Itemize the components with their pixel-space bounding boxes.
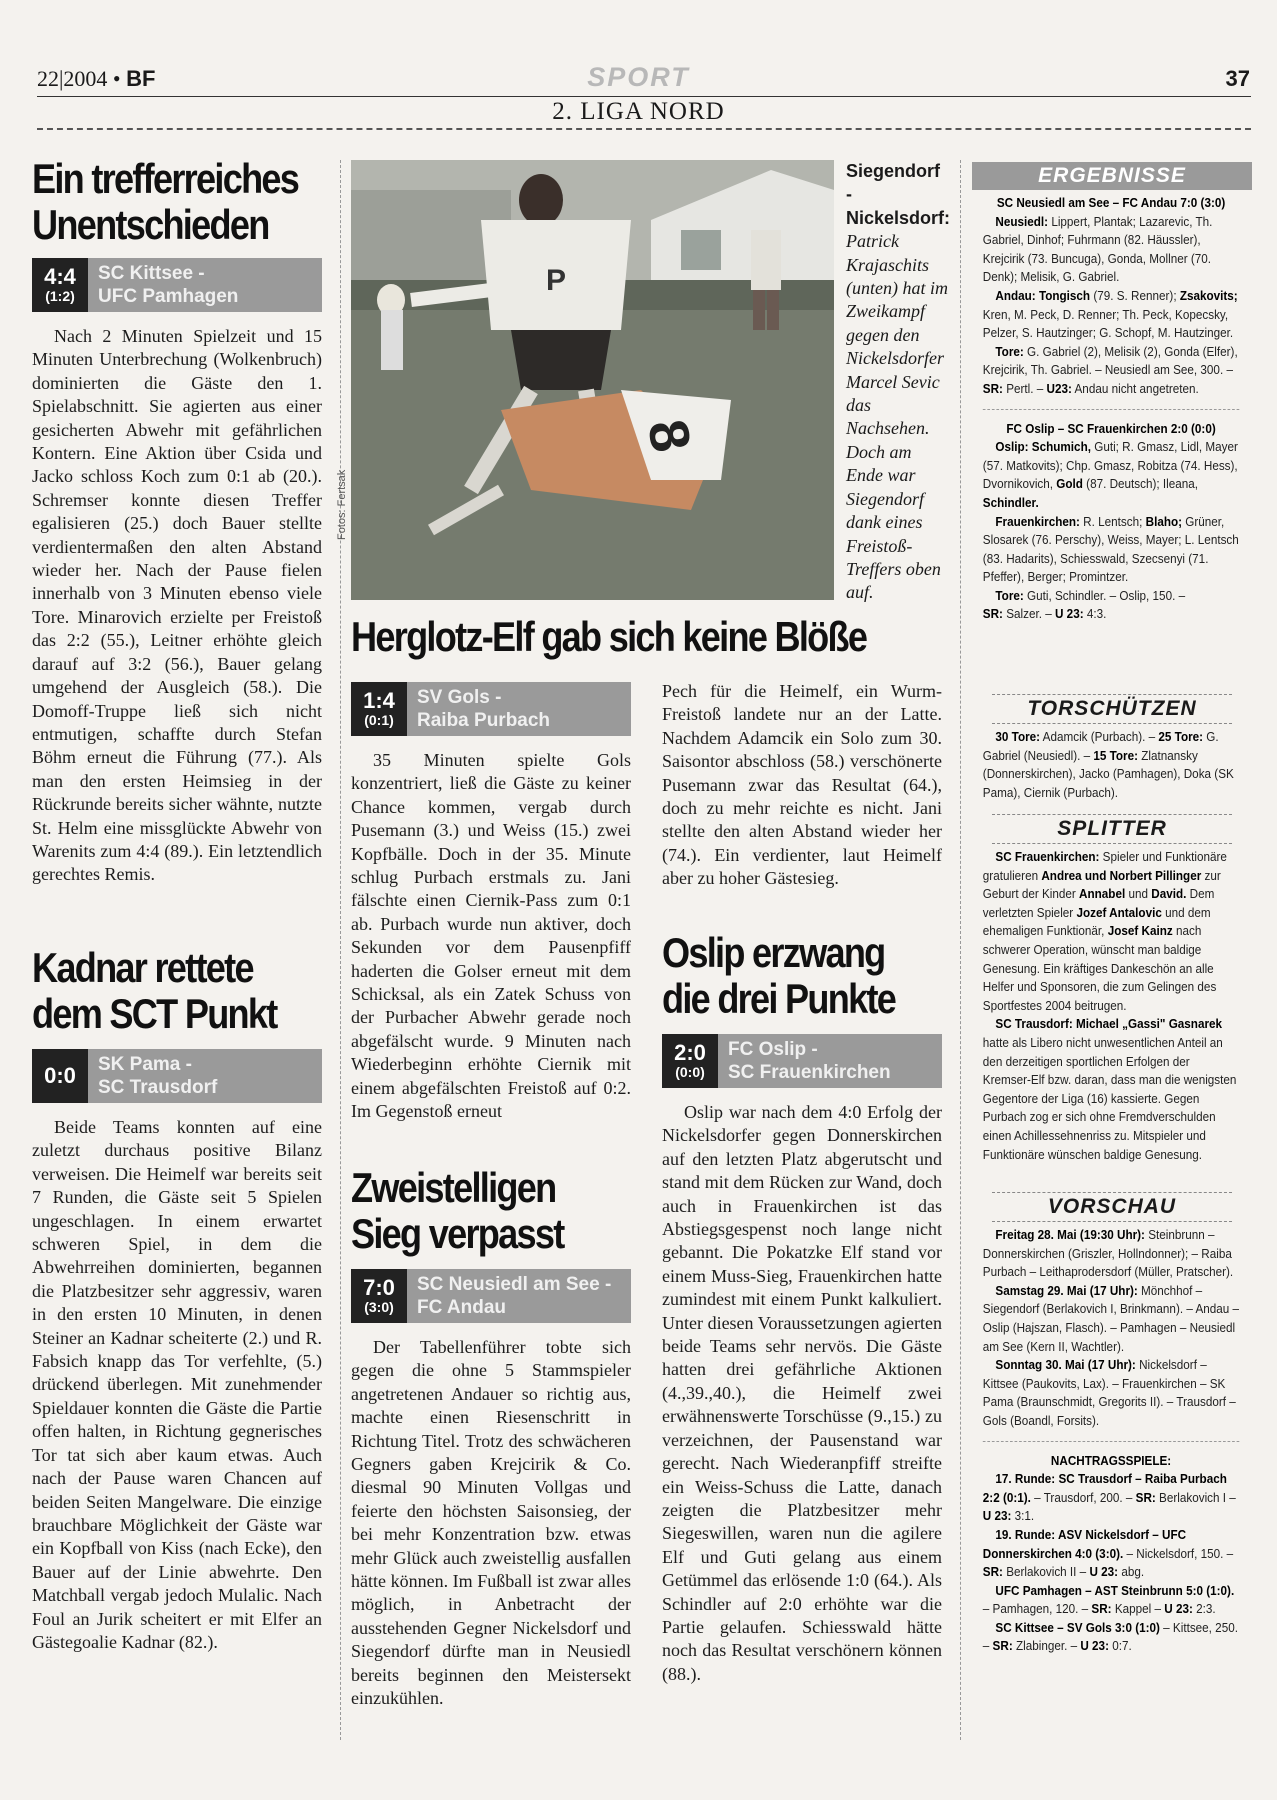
page-number: 37 — [1225, 66, 1250, 91]
torschuetzen-heading: TORSCHÜTZEN — [992, 694, 1232, 724]
section-title: SPORT — [587, 62, 690, 92]
shirt-number: 8 — [636, 414, 704, 457]
header-rule — [37, 96, 1251, 97]
photo-caption: Siegendorf - Nickelsdorf: Patrick Krajaschits (unten) hat im Zweikampf gegen den Nickelsdorfer Marcel Sevic das Nachsehen. Doch am Ende war Siegendorf dank eines Freistoß-Treffers oben auf. — [846, 161, 951, 603]
splitter-block: SC Frauenkirchen: Spieler und Funktionäre gratulieren Andrea und Norbert Pillinger zur Geburt der Kinder Annabel und David. Dem verletzten Spieler Jozef Antalovic und dem ehemaligen Funktionär, Josef Kainz nach schwerer Operation, wünscht man baldige Genesung. Ein kräftiges Dankeschön an alle Helfer und Sponsoren, die zum Gelingen des Sportfestes 2004 beitrugen. SC Trausdorf: Michael „Gassi" Gasnarek hatte als Libero nicht unwesentlichen Anteil an den derzeitigen sportlichen Erfolgen der Kremser-Elf bzw. daran, dass man die wenigsten Gegentore der Liga (16) kassierte. Gegen Purbach zog er sich ohne Fremdverschulden einen Achillessehnenriss zu. Mitspieler und Funktionäre wünschen baldige Genesung. — [982, 849, 1237, 1162]
article-body: Oslip war nach dem 4:0 Erfolg der Nickelsdorfer gegen Donnerskirchen auf den letzten Platz abgerutscht und stand mit dem Rücken zur Wand, doch auch in Frauenkirchen ist das Abstiegsgespenst noch lange nicht gebannt. Die Pokatzke Elf stand vor einem Muss-Sieg, Frauenkirchen hatte zumindest mit einem Punkt kalkuliert. Unter diesen Voraussetzungen agierten beide Teams sehr nervös. Die Gäste hatten drei gefährliche Aktionen (4.,39.,40.), die Heimelf zwei erwähnenswerte Torschüsse (9.,15.) zu verzeichnen, der Pausenstand war gerecht. Nach Wiederanpfiff streifte ein Weiss-Schuss die Latte, danach zeigten die Platzbesitzer mehr Siegeswillen, waren nun die agilere Elf und Guti gelang aus einem Getümmel das erlösende 1:0 (64.). Als Schindler auf 2:0 erhöhte war die Partie gelaufen. Schiesswald hätte noch das Resultat verschönern können (88.). — [662, 1102, 942, 1684]
match-score: 2:0 (0:0) — [662, 1034, 718, 1088]
match-teams: SK Pama - SC Trausdorf — [88, 1049, 322, 1103]
headline: Kadnar rettete dem SCT Punkt — [32, 944, 277, 1037]
match-box — [32, 1049, 322, 1103]
match-teams: SC Neusiedl am See - FC Andau — [407, 1269, 631, 1323]
preview-block: Freitag 28. Mai (19:30 Uhr): Steinbrunn – Donnerskirchen (Griszler, Hollndonner); – Raiba Purbach – Leithaprodersdorf (Müller, Pratscher). Samstag 29. Mai (17 Uhr): Mönchhof – Siegendorf (Berlakovich I, Brinkmann). – Andau – Oslip (Hajszan, Flasch). – Pamhagen – Neusiedl am See (Kern II, Wachtler). Sonntag 30. Mai (17 Uhr): Nickelsdorf – Kittsee (Paukovits, Lax). – Frauenkirchen – SK Pama (Braunschmidt, Gregorits II). – Trausdorf – Gols (Boandl, Forsits). NACHTRAGSSPIELE: 17. Runde: SC Trausdorf – Raiba Purbach 2:2 (0:1). – Trausdorf, 200. – SR: Berlakovich I – U 23: 3:1. 19. Runde: ASV Nickelsdorf – UFC Donnerskirchen 4:0 (3:0). – Nickelsdorf, 150. – SR: Berlakovich II – U 23: abg. UFC Pamhagen – AST Steinbrunn 5:0 (1:0). – Pamhagen, 120. – SR: Kappel – U 23: 2:3. SC Kittsee – SV Gols 3:0 (1:0) – Kittsee, 250. – SR: Zlabinger. – U 23: 0:7. — [982, 1227, 1240, 1654]
splitter-section — [972, 814, 1252, 1164]
shirt-logo: P — [546, 264, 567, 297]
vorschau-section — [972, 1192, 1252, 1656]
article-body: Der Tabellenführer tobte sich gegen die ohne 5 Stammspieler angetretenen Andauer so richtig aus, machte einen Riesenschritt in Richtung Titel. Trotz des schwächeren Gegners gaben Krejcirik & Co. diesmal 90 Minuten Vollgas und feierte den höchsten Saisonsieg, der bei mehr Konzentration bzw. etwas mehr Glück auch zweistellig ausfallen hätte können. Im Fußball ist zwar alles möglich, in Anbetracht der ausstehenden Gegner Nickelsdorf und Siegendorf dürfte man in Neusiedl bereits beginnen den Meistersekt einzukühlen. — [351, 1337, 631, 1709]
column-divider — [340, 160, 341, 1740]
match-score: 1:4 (0:1) — [351, 682, 407, 736]
photo-credit: Fotos: Fertsak — [336, 469, 348, 540]
match-box — [351, 1269, 631, 1323]
match-photo — [351, 160, 834, 600]
article-body: Beide Teams konnten auf eine zuletzt durchaus positive Bilanz verweisen. Die Heimelf war bereits seit 7 Runden, die Gäste seit 5 Spielen ungeschlagen. In einem erwartet schweren Spiel, in dem die Abwehrreihen dominierten, begannen die Platzbesitzer sehr aggressiv, waren in den ersten 10 Minuten, in denen Steiner an Kadnar scheiterte (2.) und R. Fabsich knapp das Tor verfehlte, (5.) drückend überlegen. Mit zunehmender Spieldauer konnten die Gäste die Partie offen halten, in Richtung gegnerisches Tor tat sich aber kaum etwas. Auch nach der Pause waren Chancen auf beiden Seiten Mangelware. Die einzige brauchbare Möglichkeit der Gäste war ein Kopfball von Kiss (nach Ecke), den Bauer auf der Linie abwehrte. Den Matchball vergab jedoch Mulalic. Nach Foul an Jurik scheitert er mit Elfer an Gästegoalie Kadnar (82.). — [32, 1117, 322, 1652]
header-dashed-rule — [37, 128, 1251, 130]
article-gols-purbach — [351, 614, 951, 660]
article-kittsee-pamhagen — [32, 156, 322, 887]
article-gols-purbach-col1 — [351, 682, 631, 1124]
article-gols-purbach-col2: Pech für die Heimelf, ein Wurm-Freistoß landete nur an der Latte. Nachdem Adamcik ein Solo zum 30. Saisontor abschloss (58.) verschönerte Pusemann zwar das Resultat (64.), doch zu mehr reichte es nicht. Jani stellte den alten Abstand wieder her (74.). Ein verdienter, laut Heimelf aber zu hoher Gästesieg. — [662, 681, 942, 889]
article-pama-trausdorf — [32, 945, 322, 1654]
league-title: 2. LIGA NORD — [552, 98, 725, 125]
match-teams: SC Kittsee - UFC Pamhagen — [88, 258, 322, 312]
vorschau-heading: VORSCHAU — [992, 1192, 1232, 1222]
article-oslip-frauenkirchen — [662, 930, 942, 1686]
photo-illustration — [351, 160, 834, 600]
match-box — [662, 1034, 942, 1088]
scorers-block: 30 Tore: Adamcik (Purbach). – 25 Tore: G. Gabriel (Neusiedl). – 15 Tore: Zlatnansky (Donnerskirchen), Jacko (Pamhagen), Doka (SK Pama), Ciernik (Purbach). — [982, 729, 1234, 800]
column-divider — [960, 160, 961, 1740]
splitter-heading: SPLITTER — [992, 814, 1232, 844]
article-body: Nach 2 Minuten Spielzeit und 15 Minuten Unterbrechung (Wolkenbruch) dominierten die Gäste den 1. Spielabschnitt. Sie agierten aus einer gesicherten Abwehr mit gefährlichen Kontern. Eine Aktion über Csida und Jacko schloss Koch zum 0:1 ab (20.). Schremser konnte diesen Treffer egalisieren (25.) doch Bauer stellte verdientermaßen den alten Abstand wieder her. Nach der Pause fielen innerhalb von 3 Minuten ebenso viele Tore. Minarovich erzielte per Freistoß das 2:2 (55.), Leitner erhöhte gleich darauf auf 3:2 (56.), Bauer gelang umgehend der Ausgleich (58.). Die Domoff-Truppe ließ sich nicht entmutigen, schaffte durch Stefan Böhm erneut die Führung (77.). Als man den ersten Heimsieg in der Rückrunde bereits sicher wähnte, nutzte St. Helm eine missglückte Abwehr von Warenits zum 4:4 (89.). Ein letztendlich gerechtes Remis. — [32, 326, 322, 885]
headline: Oslip erzwang die drei Punkte — [662, 929, 896, 1022]
article-neusiedl-andau — [351, 1165, 631, 1711]
match-box — [32, 258, 322, 312]
match-teams: SV Gols - Raiba Purbach — [407, 682, 631, 736]
match-teams: FC Oslip - SC Frauenkirchen — [718, 1034, 942, 1088]
issue-number: 22|2004 • BF — [37, 66, 156, 91]
headline: Herglotz-Elf gab sich keine Blöße — [351, 613, 867, 660]
match-box — [351, 682, 631, 736]
match-score: 7:0 (3:0) — [351, 1269, 407, 1323]
ergebnisse-heading: ERGEBNISSE — [972, 162, 1252, 190]
torschuetzen-section — [972, 694, 1252, 802]
headline: Ein trefferreiches Unentschieden — [32, 155, 299, 248]
nachtrag-heading: NACHTRAGSSPIELE: — [1050, 1452, 1172, 1468]
match-score: 0:0 — [32, 1049, 88, 1103]
sidebar — [972, 162, 1252, 624]
article-body: 35 Minuten spielte Gols konzentriert, ließ die Gäste zu keiner Chance kommen, vergab durch Pusemann (3.) und Weiss (15.) zwei Kopfbälle. Doch in der 35. Minute schlug Purbach erstmals zu. Jani fälschte einen Ciernik-Pass zum 0:1 ab. Purbach wurde nun aktiver, doch Sekunden vor dem Pausenpfiff haderten die Golser erneut mit dem Schicksal, als ein Zatek Schuss von der Purbacher Abwehr gerade noch abgefälscht wurde. 9 Minuten nach Wiederbeginn erhöhte Ciernik mit einem abgefälschten Freistoß auf 0:2. Im Gegenstoß erneut — [351, 750, 631, 1122]
headline: Zweistelligen Sieg verpasst — [351, 1164, 564, 1257]
results-block: SC Neusiedl am See – FC Andau 7:0 (3:0) Neusiedl: Lippert, Plantak; Lazarevic, Th. Gabriel, Dinhof; Fuhrmann (82. Häussler), Krejcirik (73. Buncuga), Gonda, Mollner (70. Denk); Melisik, G. Gabriel. Andau: Tongisch (79. S. Renner); Zsakovits; Kren, M. Peck, D. Renner; Th. Peck, Kopecsky, Pelzer, S. Hautzinger; G. Schopf, M. Hautzinger. Tore: G. Gabriel (2), Melisik (2), Gonda (Elfer), Krejcirik, Th. Gabriel. – Neusiedl am See, 300. – SR: Pertl. – U23: Andau nicht angetreten. FC Oslip – SC Frauenkirchen 2:0 (0:0) Oslip: Schumich, Guti; R. Gmasz, Lidl, Mayer (57. Matkovits); Chp. Gmasz, Robitza (74. Hess), Dvornikovich, Gold (87. Deutsch); Ileana, Schindler. Frauenkirchen: R. Lentsch; Blaho; Grüner, Slosarek (76. Perschy), Weiss, Mayer; L. Lentsch (83. Hadarits), Schiesswald, Szecsenyi (71. Pfeffer), Berger; Promintzer. Tore: Guti, Schindler. – Oslip, 150. – SR: Salzer. – U 23: 4:3. — [982, 195, 1239, 622]
match-score: 4:4 (1:2) — [32, 258, 88, 312]
